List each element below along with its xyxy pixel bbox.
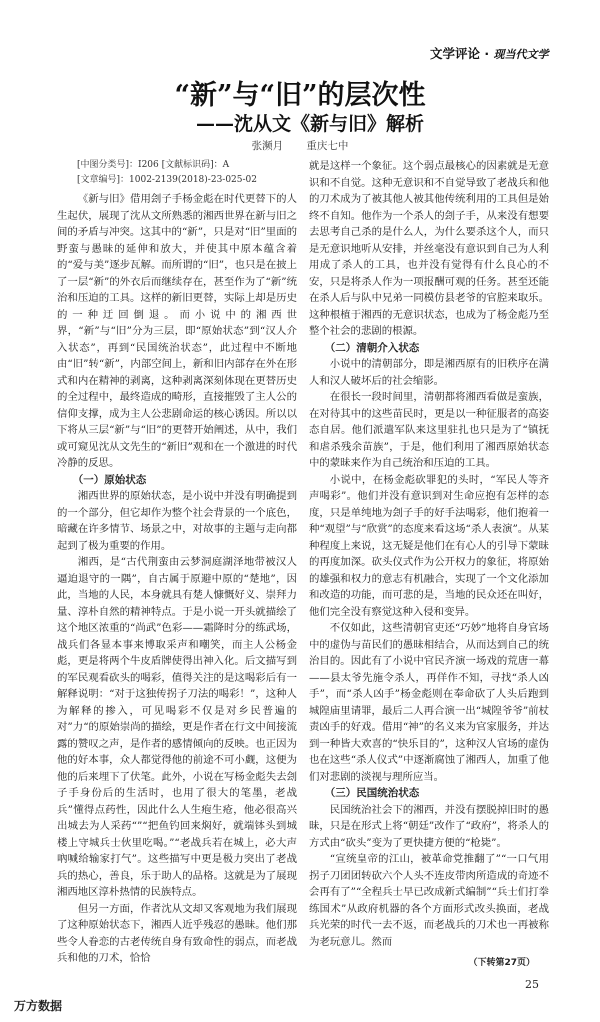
subsection-name: 现当代文学 xyxy=(493,48,549,61)
body-paragraph: 在很长一段时间里，清朝都将湘西看做是蛮族，在对待其中的这些苗民时，更是以一种征服者的高姿态自居。他们派遣军队来这里驻扎也只是为了“镇抚和虐杀残余苗族”，于是，他们利用了湘西原始状态中的蒙昧来作为自己统治和压迫的工具。 xyxy=(309,391,549,469)
continued-note: （下转第27页） xyxy=(468,958,535,968)
section-heading-3: （三）民国统治状态 xyxy=(324,787,420,799)
page-number: 25 xyxy=(525,978,539,991)
left-column xyxy=(57,158,297,967)
wanfang-watermark: 万方数据 xyxy=(14,999,63,1013)
section-heading-2: （二）清朝介入状态 xyxy=(324,341,420,354)
classification-line: [中图分类号]：I206 [文献标识码]：A xyxy=(77,160,230,170)
two-column-body xyxy=(0,158,600,992)
body-paragraph: 民国统治社会下的湘西，并没有摆脱掉旧时的愚昧，只是在形式上将“朝廷”改作了“政府”，将杀人的方式由“砍头”变为了更快捷方便的“枪毙”。 xyxy=(309,803,549,849)
byline xyxy=(0,138,600,154)
article-title: “新”与“旧”的层次性 xyxy=(174,80,426,111)
section-name: 文学评论 xyxy=(430,46,481,61)
body-paragraph: 但另一方面，作者沈从文却又客观地为我们展现了这种原始状态下，湘西人近乎残忍的愚昧。他们那些令人眷恋的古老传统自身有致命性的弱点，而老战兵和他的刀术，恰恰 xyxy=(57,902,297,964)
body-paragraph: 就是这样一个象征。这个弱点最核心的因素就是无意识和不自觉。这种无意识和不自觉导致了老战兵和他的刀术成为了被其他人被其他传统利用的工具但是始终不自知。他作为一个杀人的刽子手，从来没有想要去思考自己杀的是什么人，为什么要杀这个人，而只是无意识地听从安排，并丝毫没有意识到自己为人利用成了杀人的工具，也并没有觉得有什么良心的不安，只是将杀人作为一项报酬可观的任务。甚至还能在杀人后与队中兄弟一同模仿县老爷的官腔来取乐。这种根植于湘西的无意识状态，也成为了杨金彪乃至整个社会的悲剧的根源。 xyxy=(309,160,549,337)
intro-paragraph: 《新与旧》借用刽子手杨金彪在时代更替下的人生起伏，展现了沈从文所熟悉的湘西世界在新与旧之间的矛盾与冲突。这其中的“新”，只是对“旧”里面的野蛮与愚昧的延伸和放大，并使其中原本蕴含着的“爱与美”逐步瓦解。而所谓的“旧”，也只是在披上了一层“新”的外衣后而继续存在，甚至作为了“新”统治和压迫的工具。这样的新旧更替，实际上却是历史的一种迂回倒退。而小说中的湘西世界，“新”与“旧”分为三层，即“原始状态”到“汉人介入状态”，再到“民国统治状态”，此过程中不断地由“旧”转“新”，内部空间上，新和旧内部存在外在形式和内在精神的剥离，这种剥离深刻体现在更替历史的全过程中，最终造成的畸形，直接摧毁了主人公的信仰支撑，成为主人公悲剧命运的核心诱因。所以以下将从三层“新”与“旧”的更替开始阐述，从中，我们或可窥见沈从文先生的“新旧”观和在一个激进的时代冷静的反思。 xyxy=(57,193,297,469)
body-paragraph: 湘西世界的原始状态，是小说中并没有明确提到的一个部分，但它却作为整个社会背景的一个底色，暗藏在许多情节、场景之中，对故事的主题与走向都起到了极为重要的作用。 xyxy=(57,490,297,552)
article-number-line: [文章编号]：1002-2139(2018)-23-025-02 xyxy=(77,175,258,185)
author-affiliation: 重庆七中 xyxy=(306,140,349,152)
section-separator: · xyxy=(484,46,490,61)
author-name: 张濒月 xyxy=(251,140,284,152)
body-paragraph: 不仅如此，这些清朝官吏还“巧妙”地将自身官场中的虚伪与苗民们的愚昧相结合，从而达到自己的统治目的。因此有了小说中官民齐演一场戏的荒唐一幕——县太爷先施令杀人，再佯作不知，寻找“杀人凶手”，而“杀人凶手”杨金彪则在奉命砍了人头后跑到城隍庙里请罪，最后二人再合演一出“城隍爷爷”前杖责凶手的好戏。借用“神”的名义来为官家服务，并达到一种皆大欢喜的“快乐目的”，这种汉人官场的虚伪也在这些“杀人仪式”中逐渐腐蚀了湘西人，加重了他们对悲剧的淡视与理所应当。 xyxy=(309,622,549,783)
article-subtitle: ——沈从文《新与旧》解析 xyxy=(195,113,424,135)
body-paragraph: “宣统皇帝的江山，被革命党推翻了”“一口气用拐子刀团团转砍六个人头不连皮带肉所造成的奇迹不会再有了”“全程兵士早已改成新式编制”“兵士们打拳练国术”从政府机器的各个方面形式改头换面，老战兵光荣的时代一去不返，而老战兵的刀术也一再被称为老玩意儿。然而 xyxy=(309,853,549,948)
section-heading-1: （一）原始状态 xyxy=(72,473,147,486)
body-paragraph: 湘西，是“古代荆蛮由云梦洞庭湖泽地带被汉人逼迫退守的一隅”，自古属于原避中原的“楚地”，因此，当地的人民，本身就具有楚人慷慨好义、崇拜力量、淳朴自然的精神特点。于是小说一开头就描绘了这个地区浓重的“尚武”色彩——霜降时分的练武场，战兵们各显本事来博取采声和嘲笑，而主人公杨金彪，更是将两个牛皮盾牌使得出神入化。后文描写到的军民观看砍头的喝彩，值得关注的是这喝彩后有一解释说明：“对于这独传拐子刀法的喝彩！”，这种人为解释的掺入，可见喝彩不仅是对乡民普遍的对”力“的原始崇尚的描绘，更是作者在行文中间接流露的赞叹之声，是作者的感情倾向的反映。也正因为他的好本事，众人都觉得他的前途不可小觑，这便为他的后来埋下了伏笔。此外，小说在写杨金彪失去刽子手身份后的生活时，也用了很大的笔墨，老战兵”懂得点药性，因此什么人生疱生疮，他必很高兴出城去为人采药“”“把鱼钓回来焖好，就端钵头到城楼上守城兵士伙里吃喝。”“老战兵若在城上，必大声吶喊给输家打气”。这些描写中更是极力突出了老战兵的热心，善良，乐于助人的品格。这就是为了展现湘西地区淳朴热情的民族特点。 xyxy=(57,556,297,898)
body-paragraph: 小说中，在杨金彪砍罪犯的头时，“军民人等齐声喝彩”。他们并没有意识到对生命应抱有怎样的态度，只是单纯地为刽子手的好手法喝彩，他们抱着一种“观望”与“欣赏”的态度来看这场“杀人表演”。从某种程度上来说，这无疑是他们在有心人的引导下蒙昧的再度加深。砍头仪式作为公开权力的象征，将原始的雄强和权力的意志有机融合，实现了一个文化添加和改造的功能，而可悲的是，当地的民众还在叫好，他们完全没有察觉这种入侵和变异。 xyxy=(309,473,549,618)
body-paragraph: 小说中的清朝部分，即是湘西原有的旧秩序在满人和汉人破坏后的社会缩影。 xyxy=(309,358,549,387)
right-column xyxy=(309,158,549,992)
journal-section-header xyxy=(430,44,600,66)
